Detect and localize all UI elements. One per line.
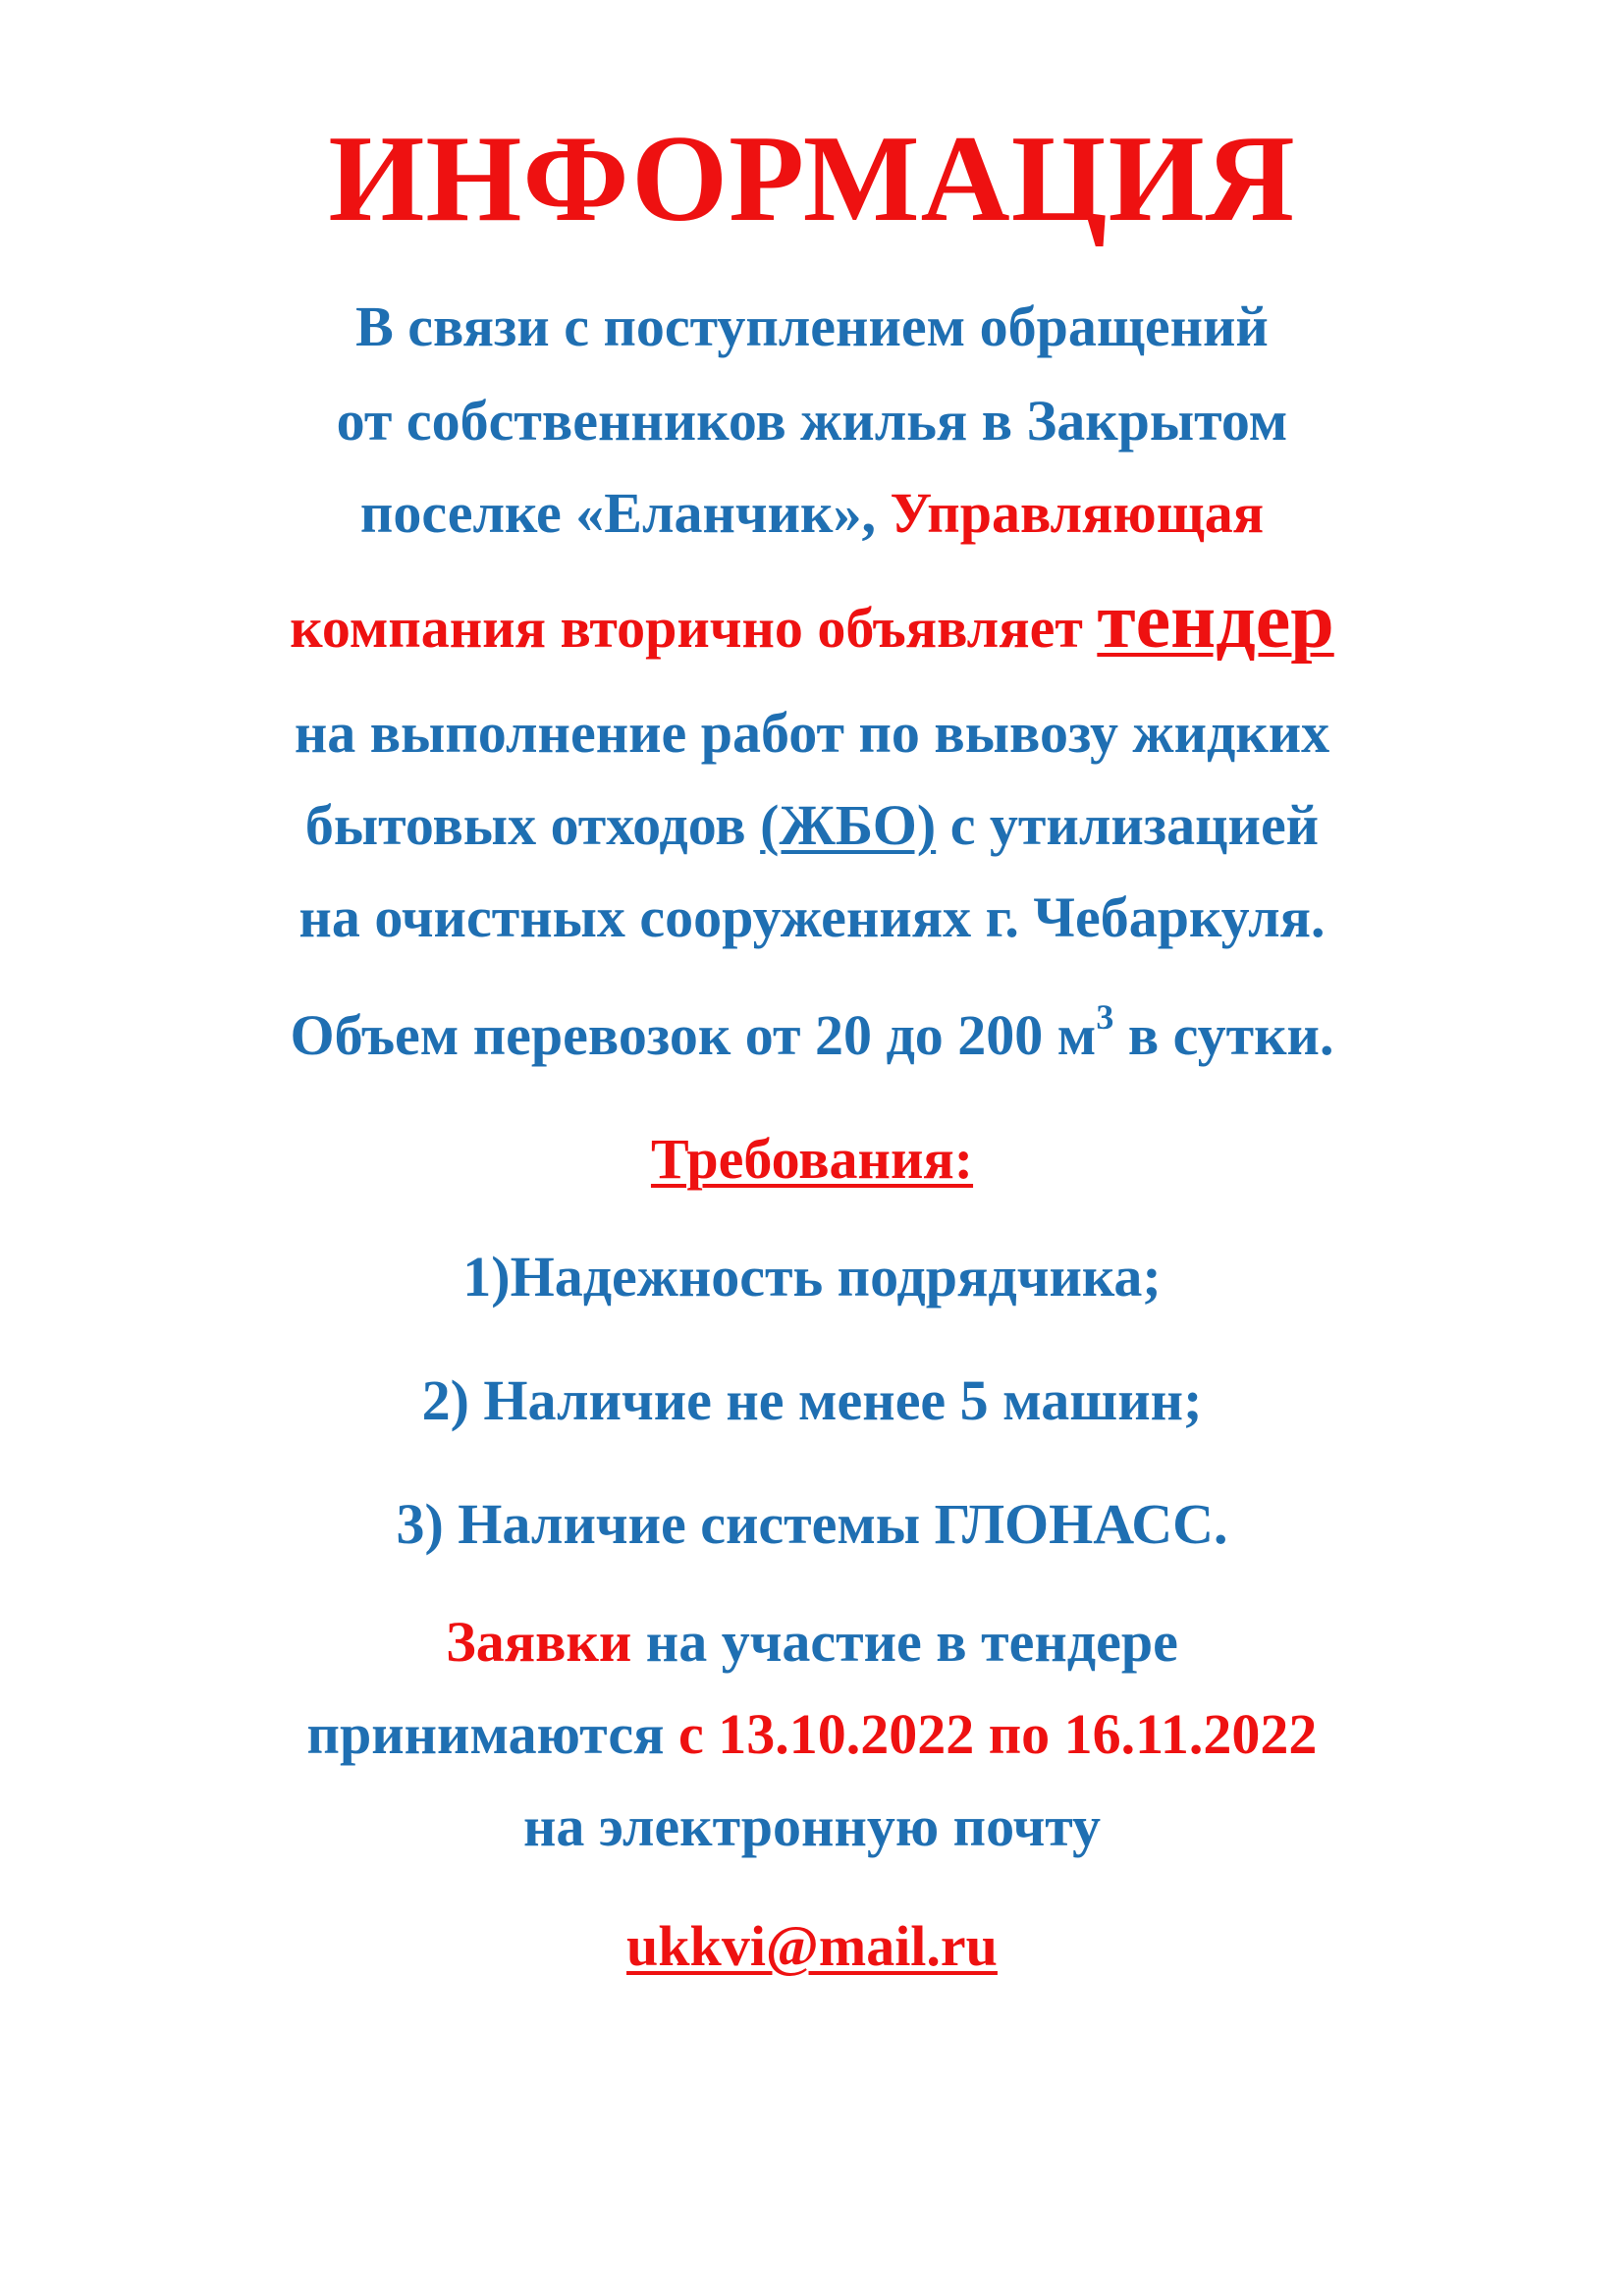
requirements-heading: Требования:: [650, 1127, 974, 1191]
intro-line-3: [0, 479, 1624, 548]
company-text: Управляющая: [890, 481, 1265, 545]
volume-text: Объем перевозок от 20 до 200 м: [290, 1003, 1097, 1067]
email-link[interactable]: ukkvi@mail.ru: [626, 1914, 998, 1978]
accepted-text: принимаются: [306, 1702, 665, 1766]
applications-line-3: на электронную почту: [522, 1794, 1102, 1858]
intro-line-7: на очистных сооружениях г. Чебаркуля.: [298, 885, 1326, 949]
requirement-item-2: 2) Наличие не менее 5 машин;: [421, 1368, 1203, 1432]
date-range: с 13.10.2022 по 16.11.2022: [677, 1702, 1318, 1766]
volume-superscript: 3: [1096, 997, 1114, 1037]
intro-line-4: [0, 578, 1624, 665]
page-title: ИНФОРМАЦИЯ: [328, 111, 1296, 247]
intro-line-2: от собственников жилья в Закрытом: [336, 389, 1288, 453]
applications-line-2: [0, 1700, 1624, 1769]
intro-line-5: на выполнение работ по вывозу жидких: [294, 701, 1330, 765]
disposal-text: с утилизацией: [949, 793, 1320, 857]
announcement-text: компания вторично объявляет: [290, 596, 1083, 660]
applications-word: Заявки: [446, 1610, 632, 1674]
requirement-item-1: 1)Надежность подрядчика;: [462, 1245, 1162, 1308]
email-line: [0, 1912, 1624, 1981]
abbreviation-link[interactable]: (ЖБО): [760, 793, 937, 857]
volume-tail: в сутки.: [1127, 1003, 1334, 1067]
intro-line-1: В связи с поступлением обращений: [355, 294, 1269, 358]
tender-word: тендер: [1097, 578, 1334, 665]
applications-line-1: [0, 1608, 1624, 1677]
requirement-item-3: 3) Наличие системы ГЛОНАСС.: [396, 1492, 1228, 1556]
settlement-text: поселке «Еланчик»,: [359, 481, 876, 545]
intro-line-6: [0, 791, 1624, 860]
volume-line: [0, 997, 1624, 1070]
waste-text: бытовых отходов: [304, 793, 746, 857]
applications-rest: на участие в тендере: [645, 1610, 1178, 1674]
